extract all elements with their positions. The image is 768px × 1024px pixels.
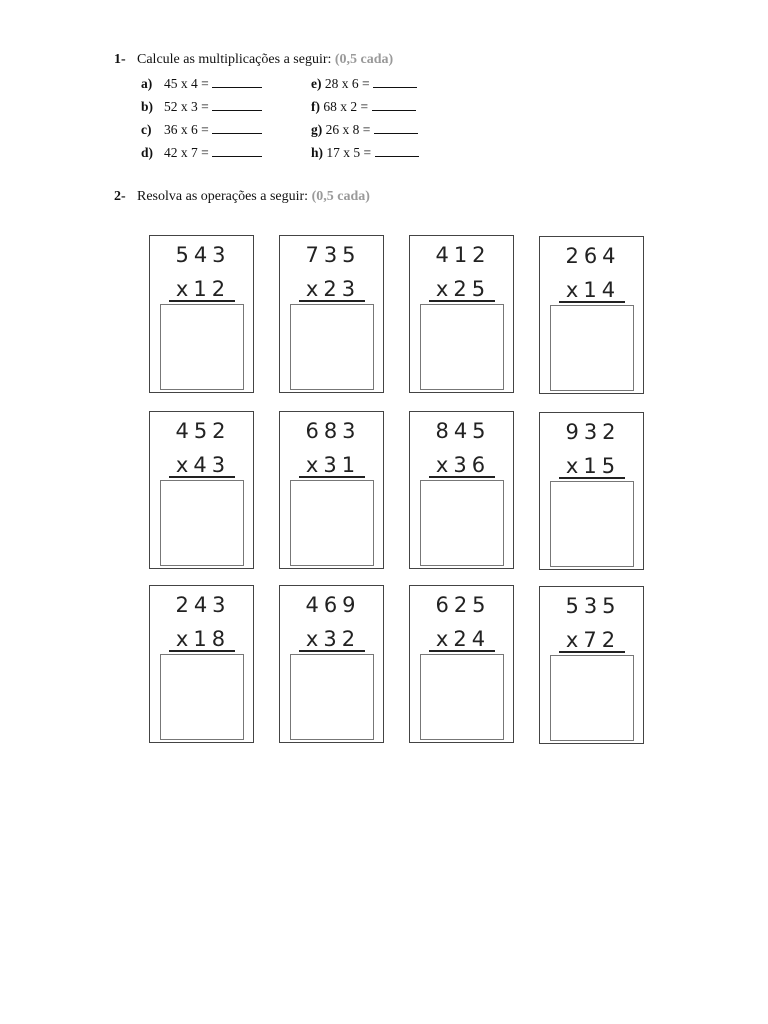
exercise-label: g) [311, 122, 323, 137]
exercise-expression: 28 x 6 = [324, 76, 370, 91]
question-2-heading [114, 188, 370, 206]
answer-blank[interactable] [375, 143, 419, 157]
multiplier: x36 [435, 453, 491, 477]
exercise-label: f) [311, 99, 320, 114]
answer-blank[interactable] [212, 97, 262, 111]
multiplier: x15 [565, 454, 621, 478]
multiplicand: 683 [305, 419, 361, 443]
result-line [169, 476, 235, 478]
multiplier: x18 [175, 627, 231, 651]
result-line [429, 300, 495, 302]
multiplier: x23 [305, 277, 361, 301]
exercise-expression: 36 x 6 = [164, 122, 209, 137]
exercise-label: d) [141, 145, 154, 160]
multiplicand: 412 [435, 243, 491, 267]
question-1-heading [114, 51, 393, 69]
result-line [429, 476, 495, 478]
question-1-points: (0,5 cada) [334, 52, 394, 67]
question-2-points: (0,5 cada) [311, 189, 370, 204]
exercise-c [141, 120, 262, 139]
exercise-d [141, 143, 262, 162]
exercise-label: b) [141, 99, 154, 114]
exercise-label: c) [141, 122, 152, 137]
answer-box[interactable] [290, 654, 374, 740]
result-line [299, 650, 365, 652]
exercise-expression: 68 x 2 = [323, 99, 369, 114]
result-line [299, 300, 365, 302]
exercise-expression: 45 x 4 = [164, 76, 209, 91]
result-line [559, 651, 625, 653]
answer-box[interactable] [160, 304, 244, 390]
result-line [299, 476, 365, 478]
multiplication-card [539, 236, 644, 394]
exercise-label: e) [311, 76, 322, 91]
multiplicand: 735 [305, 243, 361, 267]
multiplicand: 845 [435, 419, 491, 443]
answer-box[interactable] [420, 480, 504, 566]
result-line [169, 300, 235, 302]
exercise-h [311, 143, 419, 162]
multiplicand: 469 [305, 593, 361, 617]
answer-box[interactable] [160, 654, 244, 740]
multiplication-card [279, 411, 384, 569]
exercise-a [141, 74, 262, 93]
multiplication-card [149, 235, 254, 393]
question-2-number: 2- [114, 189, 126, 204]
exercise-expression: 52 x 3 = [164, 99, 209, 114]
exercise-e [311, 74, 417, 93]
exercise-label: h) [311, 145, 324, 160]
answer-box[interactable] [420, 304, 504, 390]
multiplication-card [539, 412, 644, 570]
exercise-expression: 17 x 5 = [326, 145, 372, 160]
multiplication-card [149, 411, 254, 569]
multiplication-card [149, 585, 254, 743]
answer-blank[interactable] [212, 120, 262, 134]
exercise-f [311, 97, 416, 116]
exercise-g [311, 120, 418, 139]
multiplier: x12 [175, 277, 231, 301]
multiplication-card [409, 411, 514, 569]
result-line [169, 650, 235, 652]
multiplier: x24 [435, 627, 491, 651]
answer-box[interactable] [550, 305, 634, 391]
multiplier: x72 [565, 628, 621, 652]
question-1-text: Calcule as multiplicações a seguir: [137, 52, 332, 67]
answer-box[interactable] [290, 480, 374, 566]
multiplicand: 543 [175, 243, 231, 267]
answer-blank[interactable] [373, 74, 417, 88]
answer-blank[interactable] [374, 120, 418, 134]
multiplier: x31 [305, 453, 361, 477]
result-line [429, 650, 495, 652]
multiplicand: 625 [435, 593, 491, 617]
multiplicand: 535 [565, 594, 621, 618]
multiplier: x14 [565, 278, 621, 302]
answer-box[interactable] [550, 655, 634, 741]
multiplicand: 243 [175, 593, 231, 617]
multiplicand: 932 [565, 420, 621, 444]
question-1-number: 1- [114, 52, 126, 67]
answer-box[interactable] [550, 481, 634, 567]
multiplicand: 452 [175, 419, 231, 443]
exercise-b [141, 97, 262, 116]
answer-box[interactable] [290, 304, 374, 390]
answer-blank[interactable] [372, 97, 416, 111]
exercise-expression: 42 x 7 = [164, 145, 209, 160]
multiplicand: 264 [565, 244, 621, 268]
multiplication-card [279, 235, 384, 393]
multiplication-card [409, 585, 514, 743]
result-line [559, 301, 625, 303]
multiplier: x43 [175, 453, 231, 477]
question-2-text: Resolva as operações a seguir: [137, 189, 309, 204]
answer-box[interactable] [420, 654, 504, 740]
result-line [559, 477, 625, 479]
answer-blank[interactable] [212, 143, 262, 157]
multiplier: x25 [435, 277, 491, 301]
exercise-expression: 26 x 8 = [325, 122, 371, 137]
multiplication-card [539, 586, 644, 744]
exercise-label: a) [141, 76, 153, 91]
multiplier: x32 [305, 627, 361, 651]
multiplication-card [409, 235, 514, 393]
answer-box[interactable] [160, 480, 244, 566]
answer-blank[interactable] [212, 74, 262, 88]
multiplication-card [279, 585, 384, 743]
